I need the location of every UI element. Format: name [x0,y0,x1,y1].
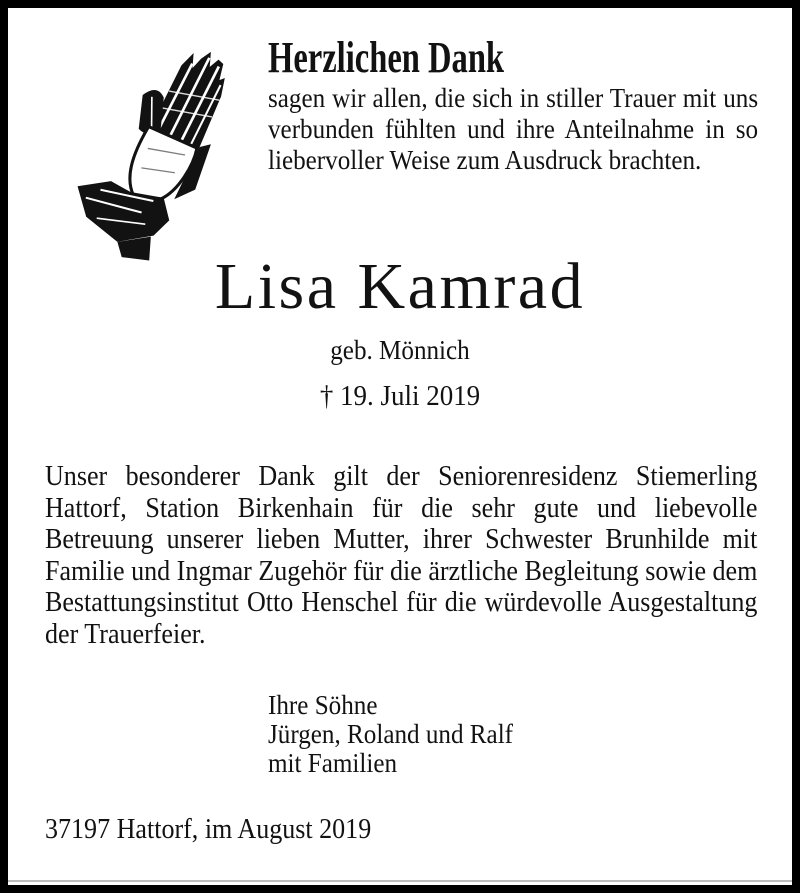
signature-line: Ihre Söhne [268,690,378,720]
praying-hands-icon [30,34,258,268]
thanks-paragraph: Unser besonderer Dank gilt der Seniorenresidenz Stiemerling Hattorf, Station Birkenhain für die sehr gute und liebevolle Betreuung unserer lieben Mutter, ihrer Schwester Brunhilde mit Familie und Ingmar Zugehör für die ärztliche Begleitung sowie dem Bestattungsinstitut Otto Henschel für die würdevolle Ausgestaltung der Trauerfeier. [45,461,758,650]
maiden-name: geb. Mönnich [330,335,470,365]
signature-line: mit Familien [268,748,398,778]
death-date: † 19. Juli 2019 [319,380,481,412]
signature-block [268,691,513,778]
scan-artifact-line [8,880,792,882]
deceased-name: Lisa Kamrad [214,250,586,323]
thank-you-heading: Herzlichen Dank [268,33,505,82]
place-and-date: 37197 Hattorf, im August 2019 [45,814,372,845]
intro-paragraph: sagen wir allen, die sich in stiller Trauer mit uns verbunden fühlten und ihre Anteilnahme in so liebervoller Weise zum Ausdruck brachten. [268,83,759,175]
signature-line: Jürgen, Roland und Ralf [268,719,514,749]
